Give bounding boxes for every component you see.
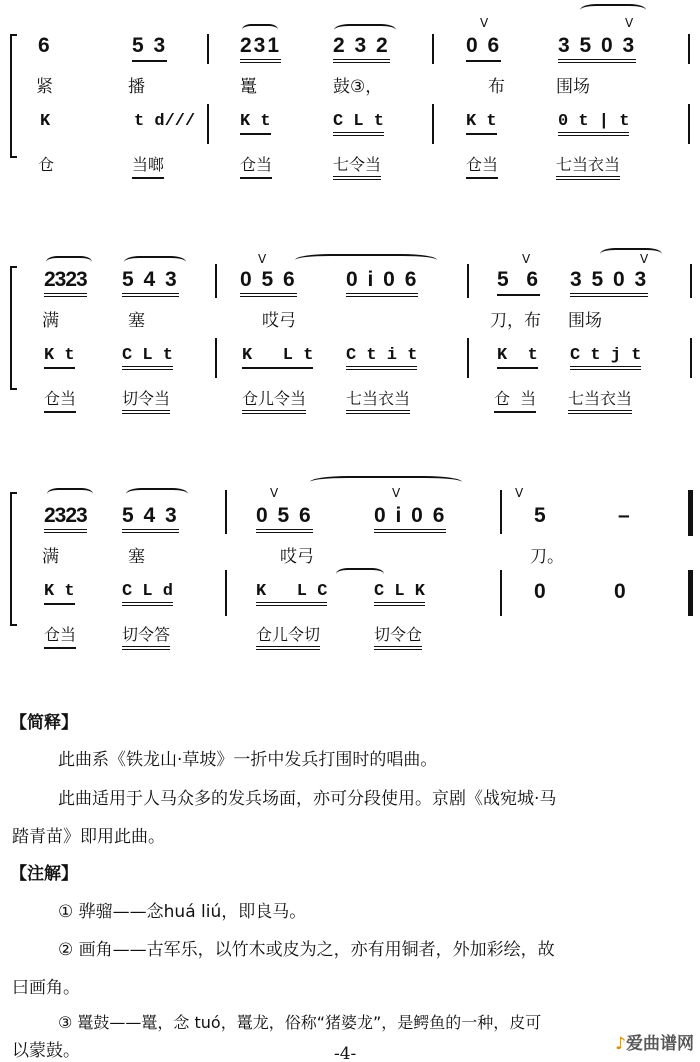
breath-mark: V: [392, 486, 401, 500]
footnote-2: ② 画角——古军乐，以竹木或皮为之，亦有用铜者，外加彩绘，故: [58, 940, 555, 960]
slur: [600, 248, 662, 260]
slur: [336, 568, 384, 580]
note-group: 6: [38, 34, 52, 57]
note-group: 5 4 3: [122, 268, 179, 297]
lyric: 紧: [36, 77, 53, 97]
percussion-syllable: 七当衣当: [556, 152, 620, 180]
note-group: 0 5 6: [240, 268, 297, 297]
barline: [432, 34, 434, 64]
barline: [690, 264, 692, 298]
lyric: 鼓③，: [333, 77, 383, 97]
lyric: 满: [42, 311, 59, 331]
barline: [432, 104, 434, 144]
note-group: 0 i 0 6: [346, 268, 418, 297]
percussion-syllable: 切令当: [122, 386, 170, 414]
barline: [688, 34, 690, 64]
note-group: 5: [534, 504, 548, 527]
lyric: 鼍: [240, 77, 257, 97]
breath-mark: V: [522, 252, 531, 266]
slur: [580, 4, 646, 16]
note-group: 3 5 0 3: [570, 268, 648, 297]
section-heading-brief: 【简释】: [10, 713, 78, 733]
barline: [215, 338, 217, 378]
lyric: 围场: [568, 311, 602, 331]
lyric: 刀，布: [490, 311, 541, 331]
barline: [467, 264, 469, 298]
percussion-syllable: 仓当: [44, 622, 76, 649]
breath-mark: V: [625, 16, 634, 30]
footnote-1: ① 骅骝——念huá liú，即良马。: [58, 902, 307, 922]
footnote-3-cont: 以蒙鼓。: [12, 1041, 80, 1061]
note-group: 2323: [44, 504, 87, 533]
page-number: -4-: [334, 1044, 357, 1062]
watermark-text: 爱曲谱网: [626, 1034, 694, 1054]
percussion-group: C L t: [122, 346, 173, 370]
system-bracket: [10, 492, 17, 626]
paragraph: 踏青苗》即用此曲。: [12, 827, 165, 847]
section-heading-notes: 【注解】: [10, 864, 78, 884]
note-group: 0 5 6: [256, 504, 313, 533]
lyric: 塞: [128, 547, 145, 567]
note-group: 0 i 0 6: [374, 504, 446, 533]
percussion-group: K t: [44, 582, 75, 605]
percussion-syllable: 切令仓: [374, 622, 422, 650]
note-group: 231: [240, 34, 281, 63]
lyric: 播: [128, 77, 145, 97]
barline: [207, 104, 209, 144]
barline: [500, 490, 502, 534]
percussion-group: C L t: [333, 112, 384, 136]
barline: [467, 338, 469, 378]
percussion-group: C L d: [122, 582, 173, 606]
percussion-group: K L t: [242, 346, 313, 369]
percussion-group: K: [40, 112, 51, 131]
percussion-syllable: 七当衣当: [346, 386, 410, 414]
percussion-syllable: 仓当: [44, 386, 76, 413]
score-system-3: [0, 486, 700, 664]
final-barline: [688, 490, 693, 536]
slur: [126, 488, 188, 500]
breath-mark: V: [480, 16, 489, 30]
note-group: 2 3 2: [333, 34, 390, 63]
system-bracket: [10, 266, 17, 390]
note-group: 0 6: [466, 34, 501, 62]
note-group: 5 4 3: [122, 504, 179, 533]
paragraph: 此曲系《铁龙山·草坡》一折中发兵打围时的唱曲。: [58, 750, 438, 770]
slur: [47, 488, 93, 500]
percussion-syllable: 当啷: [132, 152, 164, 179]
paragraph: 此曲适用于人马众多的发兵场面，亦可分段使用。京剧《战宛城·马: [58, 789, 557, 809]
lyric: 哎弓: [280, 547, 314, 567]
note-group: 5 3: [132, 34, 167, 62]
percussion-rest: 0: [534, 580, 548, 603]
percussion-syllable: 仓儿令当: [242, 386, 306, 414]
percussion-group: C L K: [374, 582, 425, 606]
breath-mark: V: [270, 486, 279, 500]
note-group: 5 6: [497, 268, 540, 296]
slur: [46, 256, 92, 268]
barline: [688, 104, 690, 144]
score-system-2: [0, 252, 700, 428]
music-note-icon: ♪: [615, 1034, 626, 1054]
percussion-group: t d///: [134, 112, 196, 131]
barline: [500, 570, 502, 616]
barline: [207, 34, 209, 64]
lyric: 刀。: [530, 547, 564, 567]
percussion-syllable: 仓儿令切: [256, 622, 320, 650]
lyric: 塞: [128, 311, 145, 331]
percussion-syllable: 七当衣当: [568, 386, 632, 414]
percussion-group: K t: [240, 112, 271, 135]
percussion-syllable: 仓当: [466, 152, 498, 179]
note-group: –: [618, 504, 632, 527]
breath-mark: V: [258, 252, 267, 266]
footnote-3: ③ 鼍鼓——鼍，念 tuó，鼍龙，俗称“猪婆龙”，是鳄鱼的一种，皮可: [58, 1013, 542, 1032]
barline: [690, 338, 692, 378]
lyric: 哎弓: [262, 311, 296, 331]
percussion-group: K L C: [256, 582, 327, 606]
percussion-group: C t i t: [346, 346, 417, 370]
percussion-group: 0 t | t: [558, 112, 629, 136]
breath-mark: V: [640, 252, 649, 266]
score-system-1: [0, 16, 700, 194]
note-group: 3 5 0 3: [558, 34, 636, 63]
slur: [295, 254, 437, 266]
lyric: 布: [488, 77, 505, 97]
watermark: [615, 1029, 694, 1054]
percussion-syllable: 仓: [38, 155, 55, 174]
lyric: 围场: [556, 77, 590, 97]
barline: [225, 490, 227, 534]
system-bracket: [10, 34, 17, 158]
percussion-rest: 0: [614, 580, 628, 603]
barline: [225, 570, 227, 616]
percussion-group: K t: [497, 346, 538, 369]
percussion-group: K t: [466, 112, 497, 135]
percussion-syllable: 切令答: [122, 622, 170, 650]
percussion-group: K t: [44, 346, 75, 369]
lyric: 满: [42, 547, 59, 567]
breath-mark: V: [515, 486, 524, 500]
percussion-syllable: 仓 当: [494, 386, 536, 413]
slur: [124, 256, 186, 268]
percussion-group: C t j t: [570, 346, 641, 370]
final-barline: [688, 570, 693, 616]
barline: [215, 264, 217, 298]
note-group: 2323: [44, 268, 87, 297]
slur: [310, 476, 462, 488]
percussion-syllable: 七令当: [333, 152, 381, 180]
footnote-2-cont: 曰画角。: [12, 978, 80, 998]
percussion-syllable: 仓当: [240, 152, 272, 179]
